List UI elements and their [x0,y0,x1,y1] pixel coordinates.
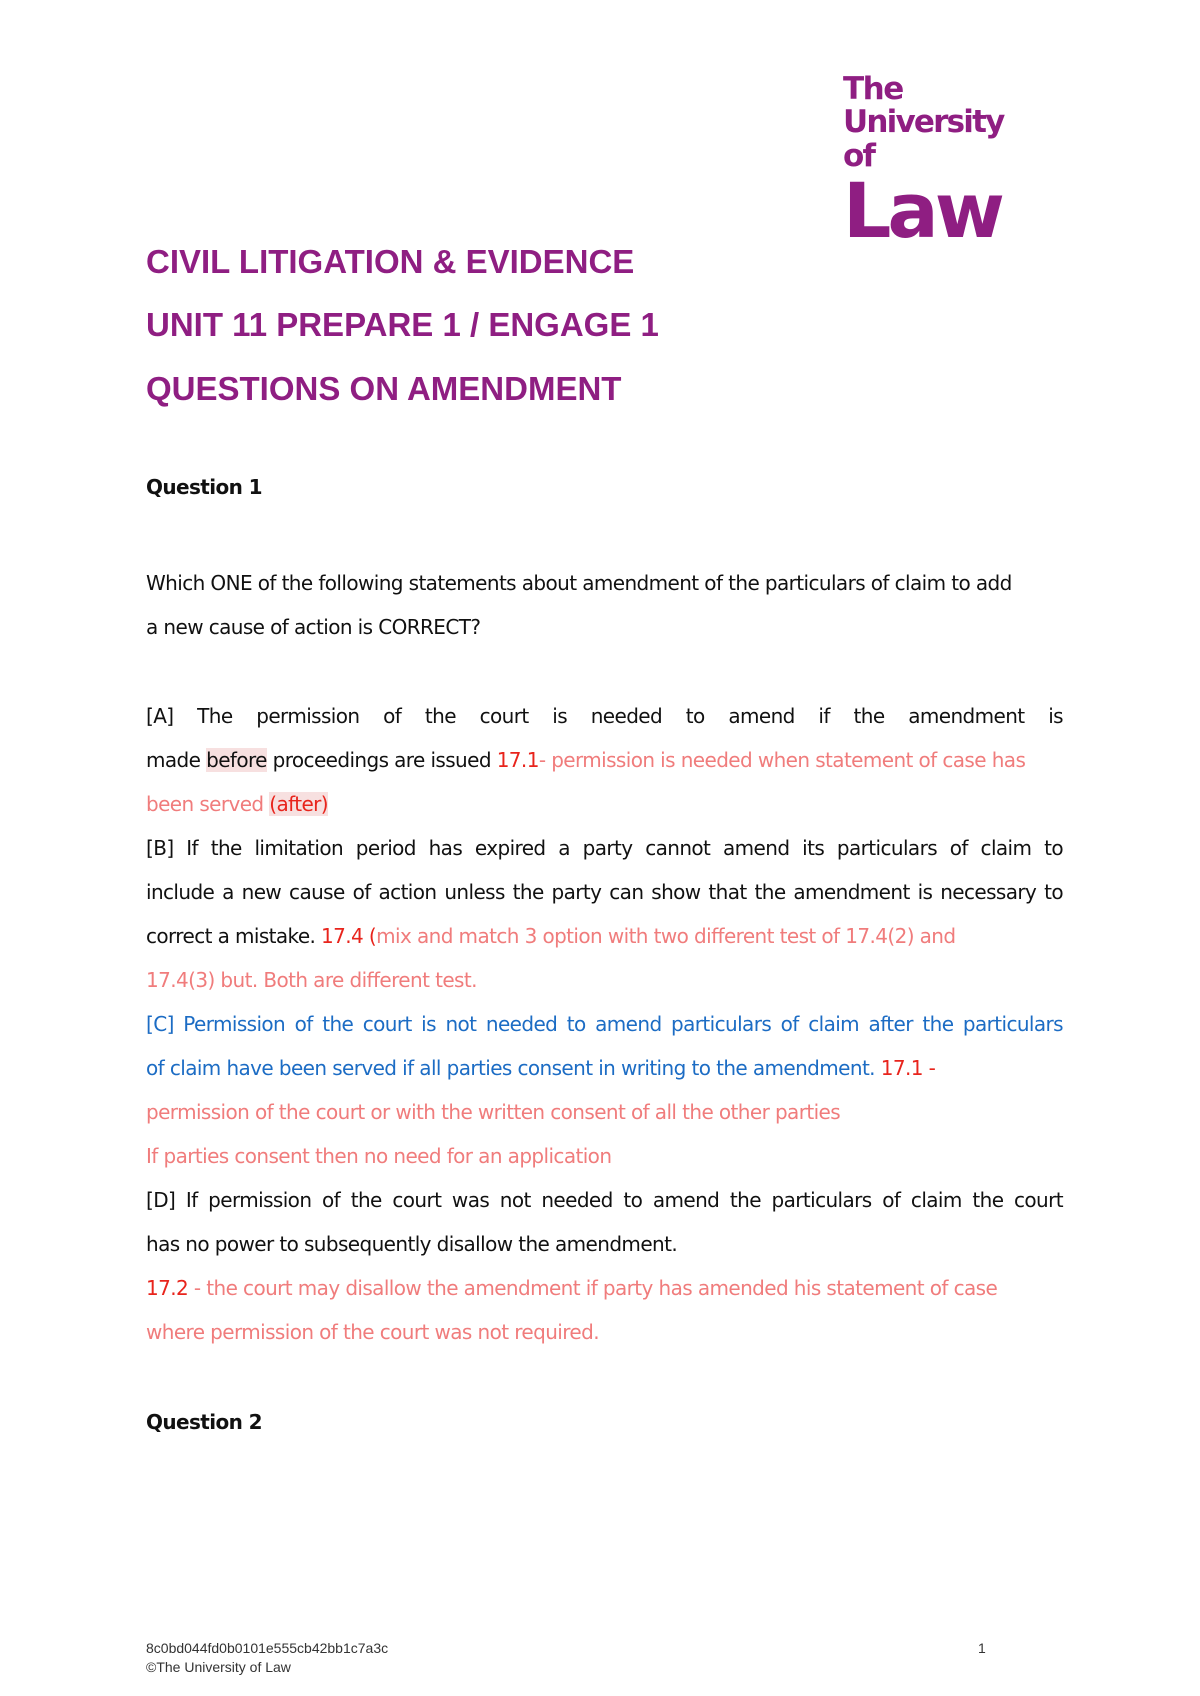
option-a-line-3 [146,789,1063,819]
question-2-title: Question 2 [146,1410,262,1434]
rule-ref-17-1: 17.1 [496,748,539,772]
option-a-line-2 [146,745,1063,775]
course-title: CIVIL LITIGATION & EVIDENCE [146,243,635,280]
option-d-line-2: has no power to subsequently disallow the amendment. [146,1232,678,1256]
page-number: 1 [978,1640,986,1656]
annotation-note: permission of the court or with the written consent of all the other parties [146,1100,841,1124]
option-c-line-2 [146,1053,1063,1083]
option-b-line-4 [146,965,1063,995]
university-of-law-logo [843,71,1028,255]
rule-ref-17-2: 17.2 [146,1276,189,1300]
rule-ref-17-4: 17.4 ( [321,924,377,948]
footer-copyright: ©The University of Law [146,1659,291,1675]
logo-line-university-of: University of [843,104,1004,174]
highlight-before: before [206,748,267,772]
option-b-line-1: [B] If the limitation period has expired a party cannot amend its particulars of claim to [146,836,1063,860]
question-1-prompt-line-2: a new cause of action is CORRECT? [146,615,481,639]
annotation-note: - permission is needed when statement of case has [538,748,1026,772]
option-b-text: correct a mistake. [146,924,322,948]
option-c-line-3 [146,1097,1063,1127]
option-a-text-cont: proceedings are issued [266,748,497,772]
highlight-after: (after) [269,792,329,816]
annotation-note: 17.4(3) but. Both are different test. [146,968,477,992]
footer-document-id: 8c0bd044fd0b0101e555cb42bb1c7a3c [146,1640,389,1656]
option-d-line-3 [146,1273,1063,1303]
option-c-text: of claim have been served if all parties consent in writing to the amendment. [146,1056,881,1080]
annotation-note: If parties consent then no need for an application [146,1144,612,1168]
option-d-line-4 [146,1317,1063,1347]
annotation-note: been served [146,792,270,816]
option-d-line-1: [D] If permission of the court was not needed to amend the particulars of claim the court [146,1188,1063,1212]
annotation-note: where permission of the court was not required. [146,1320,599,1344]
topic-title: QUESTIONS ON AMENDMENT [146,370,622,407]
unit-title: UNIT 11 PREPARE 1 / ENGAGE 1 [146,306,659,343]
question-1-prompt-line-1: Which ONE of the following statements about amendment of the particulars of claim to add [146,571,1012,595]
option-c-line-4 [146,1141,1063,1171]
option-b-line-3 [146,921,1063,951]
annotation-note: mix and match 3 option with two different test of 17.4(2) and [376,924,956,948]
logo-line-the: The [843,71,903,107]
logo-line-law: Law [843,166,1001,255]
option-b-line-2: include a new cause of action unless the party can show that the amendment is necessary to [146,880,1063,904]
rule-ref-17-1: 17.1 - [880,1056,936,1080]
option-a-line-1: [A] The permission of the court is needed to amend if the amendment is [146,704,1063,728]
annotation-note: - the court may disallow the amendment if party has amended his statement of case [188,1276,998,1300]
question-1-title: Question 1 [146,475,262,499]
option-a-text: made [146,748,207,772]
option-c-line-1: [C] Permission of the court is not needed to amend particulars of claim after the particulars [146,1012,1063,1036]
